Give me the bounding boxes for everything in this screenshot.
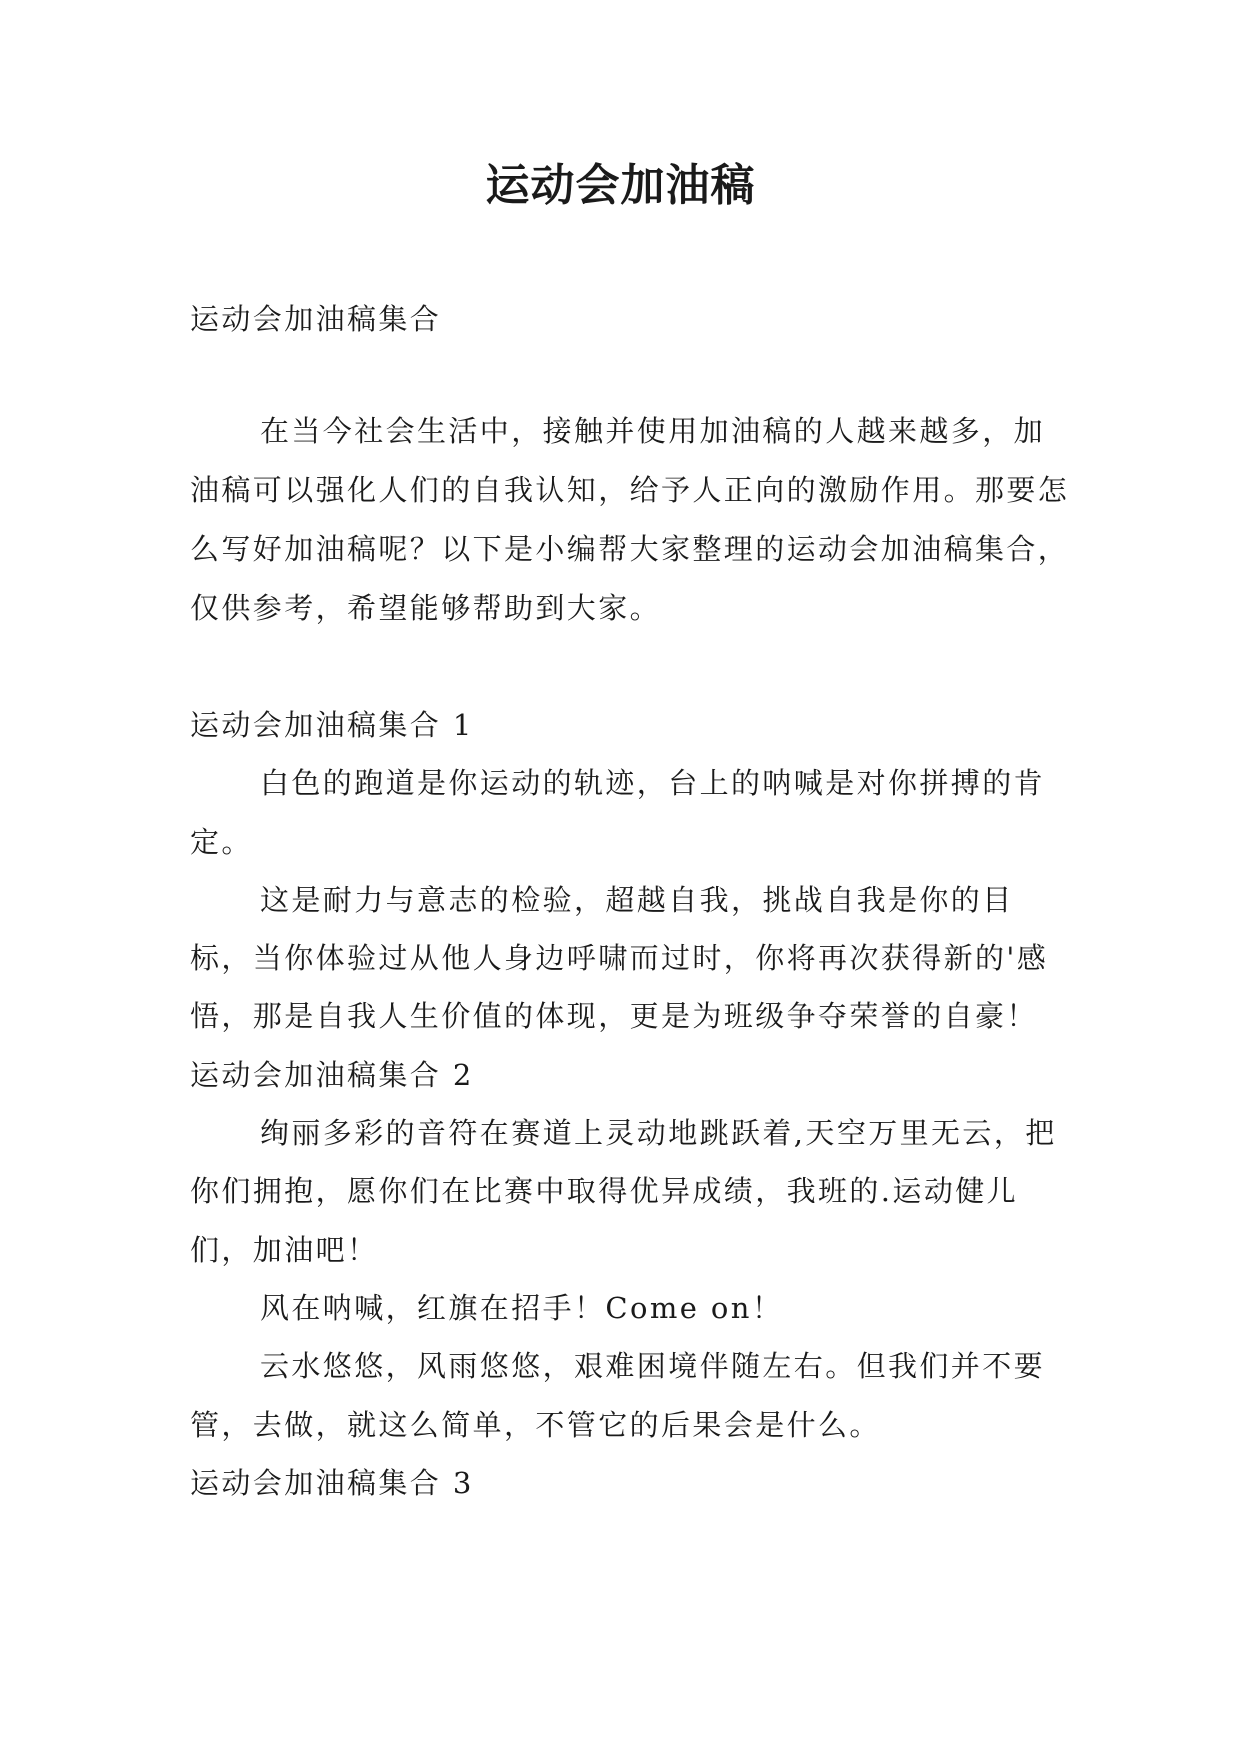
intro-paragraph: 在当今社会生活中，接触并使用加油稿的人越来越多，加油稿可以强化人们的自我认知，给予人正向的激励作用。那要怎么写好加油稿呢？以下是小编帮大家整理的运动会加油稿集合，仅供参考，希望能够帮助到大家。 — [190, 414, 1070, 625]
section-heading: 运动会加油稿集合 3 — [190, 1465, 474, 1500]
sections-container — [190, 696, 1070, 1512]
section-paragraph: 这是耐力与意志的检验，超越自我，挑战自我是你的目标，当你体验过从他人身边呼啸而过时，你将再次获得新的'感悟，那是自我人生价值的体现，更是为班级争夺荣誉的自豪！ — [190, 882, 1049, 1034]
document-subtitle: 运动会加油稿集合 — [190, 302, 442, 336]
section-paragraph: 云水悠悠，风雨悠悠，艰难困境伴随左右。但我们并不要管，去做，就这么简单，不管它的后果会是什么。 — [190, 1349, 1046, 1442]
section-paragraph: 绚丽多彩的音符在赛道上灵动地跳跃着,天空万里无云，把你们拥抱，愿你们在比赛中取得优异成绩，我班的.运动健儿们，加油吧！ — [190, 1116, 1057, 1267]
section-heading: 运动会加油稿集合 2 — [190, 1057, 474, 1092]
section-paragraph: 风在呐喊，红旗在招手！Come on！ — [260, 1290, 784, 1325]
section-heading: 运动会加油稿集合 1 — [190, 708, 474, 742]
section-paragraph: 白色的跑道是你运动的轨迹，台上的呐喊是对你拼搏的肯定。 — [190, 766, 1046, 859]
document-title: 运动会加油稿 — [485, 160, 756, 211]
